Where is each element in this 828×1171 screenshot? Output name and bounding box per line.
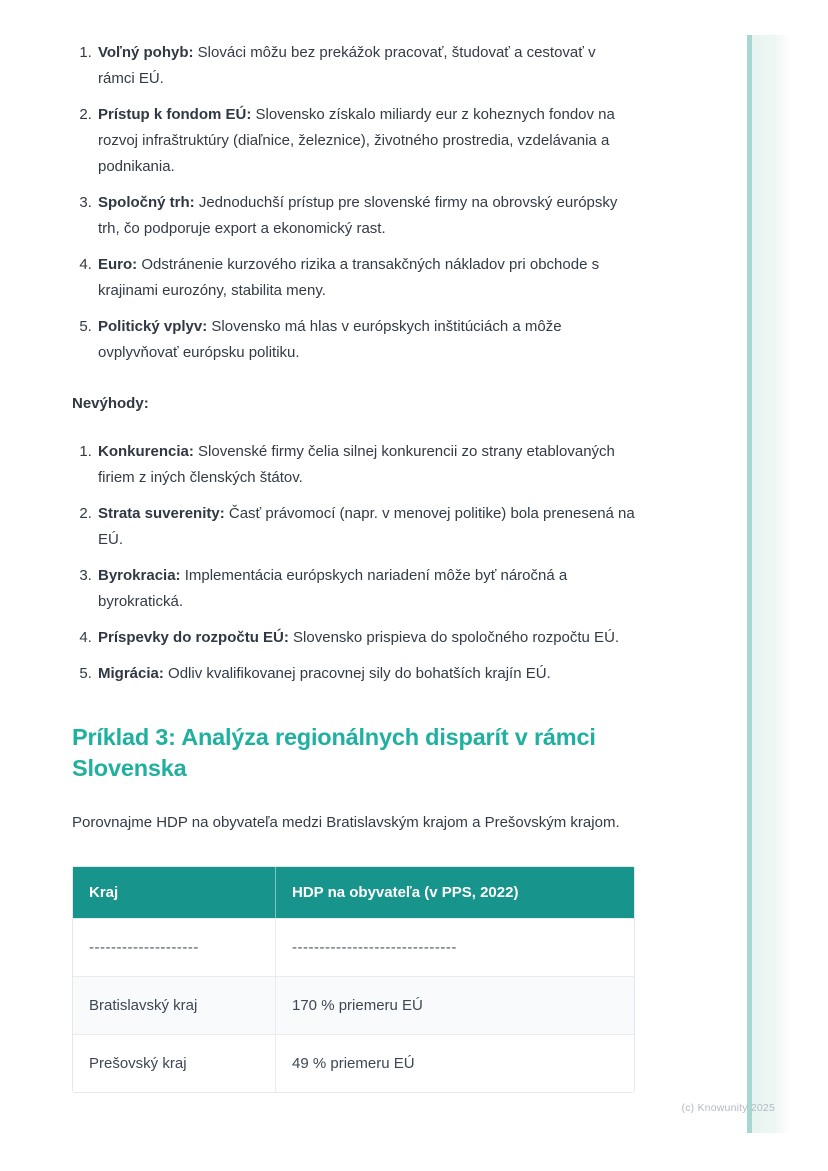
item-text: Slovenské firmy čelia silnej konkurencii zo strany etablovaných firiem z iných členských štátov. bbox=[98, 443, 615, 486]
list-item-advantage-4 bbox=[96, 252, 635, 304]
item-label: Politický vplyv: bbox=[98, 318, 208, 335]
list-item-advantage-1 bbox=[96, 40, 635, 92]
document-content bbox=[72, 40, 635, 1093]
cell-kraj: -------------------- bbox=[73, 918, 276, 976]
table-header-row bbox=[73, 867, 634, 918]
item-label: Euro: bbox=[98, 256, 138, 273]
list-item-disadvantage-3 bbox=[96, 563, 635, 615]
list-item-advantage-3 bbox=[96, 190, 635, 242]
list-item-disadvantage-1 bbox=[96, 439, 635, 491]
cell-kraj: Prešovský kraj bbox=[73, 1034, 276, 1092]
regions-table bbox=[72, 866, 635, 1093]
list-item-advantage-2 bbox=[96, 102, 635, 180]
table-row bbox=[73, 976, 634, 1034]
item-text: Odstránenie kurzového rizika a transakčných nákladov pri obchode s krajinami eurozóny, stabilita meny. bbox=[98, 256, 600, 299]
table-row bbox=[73, 918, 634, 976]
item-text: Odliv kvalifikovanej pracovnej sily do bohatších krajín EÚ. bbox=[163, 665, 551, 682]
cell-hdp: 170 % priemeru EÚ bbox=[276, 976, 634, 1034]
table-body bbox=[73, 918, 634, 1092]
item-label: Migrácia: bbox=[98, 665, 164, 682]
advantages-list bbox=[72, 40, 635, 366]
disadvantages-title: Nevýhody: bbox=[72, 395, 149, 412]
item-label: Byrokracia: bbox=[98, 567, 181, 584]
item-text: Slováci môžu bez prekážok pracovať, študovať a cestovať v rámci EÚ. bbox=[98, 44, 596, 87]
intro-paragraph: Porovnajme HDP na obyvateľa medzi Bratislavským krajom a Prešovským krajom. bbox=[72, 814, 620, 831]
page-edge-accent-bar bbox=[747, 35, 791, 1133]
list-item-disadvantage-5 bbox=[96, 661, 635, 687]
item-text: Jednoduchší prístup pre slovenské firmy na obrovský európsky trh, čo podporuje export a ekonomický rast. bbox=[98, 194, 618, 237]
list-item-disadvantage-4 bbox=[96, 625, 635, 651]
item-label: Voľný pohyb: bbox=[98, 44, 194, 61]
cell-hdp: 49 % priemeru EÚ bbox=[276, 1034, 634, 1092]
cell-kraj: Bratislavský kraj bbox=[73, 976, 276, 1034]
column-header-hdp: HDP na obyvateľa (v PPS, 2022) bbox=[276, 867, 634, 918]
column-header-kraj: Kraj bbox=[73, 867, 276, 918]
item-label: Spoločný trh: bbox=[98, 194, 195, 211]
cell-hdp: ------------------------------ bbox=[276, 918, 634, 976]
copyright-footer: (c) Knowunity 2025 bbox=[681, 1102, 775, 1114]
list-item-advantage-5 bbox=[96, 314, 635, 366]
item-label: Príspevky do rozpočtu EÚ: bbox=[98, 629, 289, 646]
item-label: Konkurencia: bbox=[98, 443, 194, 460]
item-text: Slovensko prispieva do spoločného rozpočtu EÚ. bbox=[288, 629, 620, 646]
table-row bbox=[73, 1034, 634, 1092]
item-label: Prístup k fondom EÚ: bbox=[98, 106, 252, 123]
list-item-disadvantage-2 bbox=[96, 501, 635, 553]
item-text: Implementácia európskych nariadení môže byť náročná a byrokratická. bbox=[98, 567, 568, 610]
item-text: Slovensko má hlas v európskych inštitúciách a môže ovplyvňovať európsku politiku. bbox=[98, 318, 562, 361]
disadvantages-list bbox=[72, 439, 635, 687]
item-text: Slovensko získalo miliardy eur z koheznych fondov na rozvoj infraštruktúry (diaľnice, železnice), životného prostredia, vzdelávania a podnikania. bbox=[98, 106, 615, 175]
item-label: Strata suverenity: bbox=[98, 505, 225, 522]
item-text: Časť právomocí (napr. v menovej politike) bola prenesená na EÚ. bbox=[98, 505, 635, 548]
table-header bbox=[73, 867, 634, 918]
section-heading: Príklad 3: Analýza regionálnych disparít v rámci Slovenska bbox=[72, 724, 596, 781]
